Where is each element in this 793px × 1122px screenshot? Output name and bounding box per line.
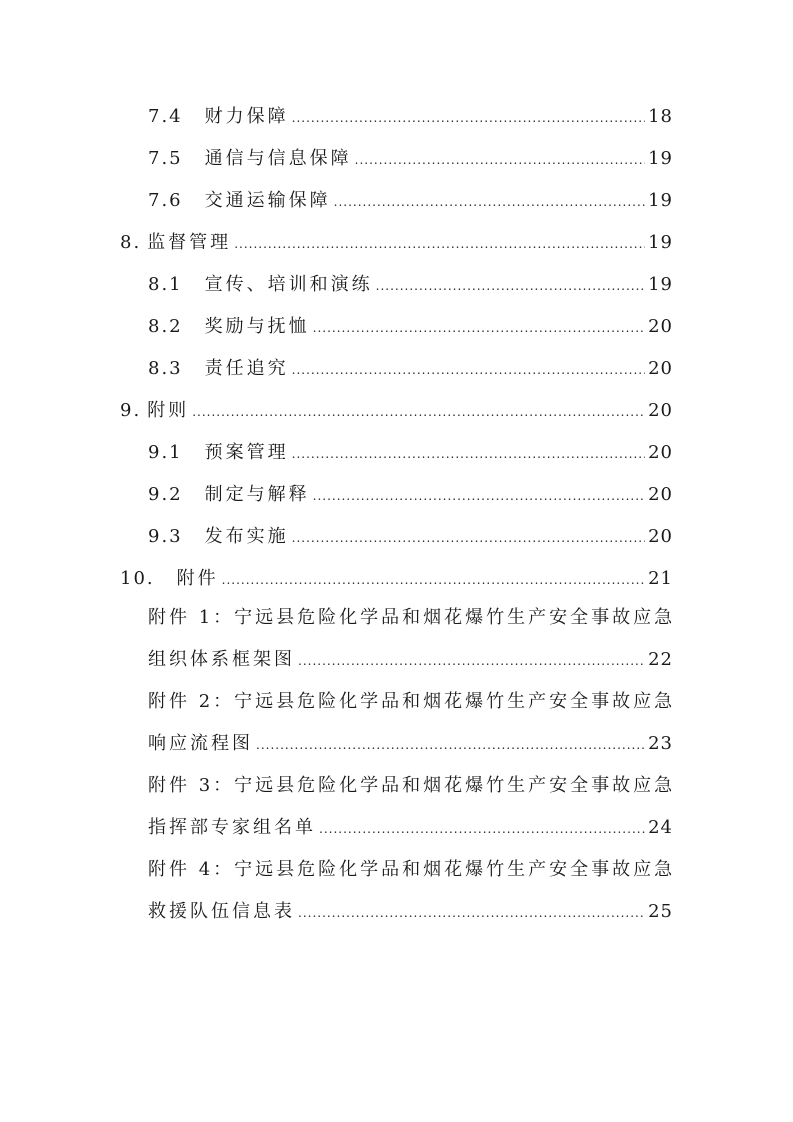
dot-leader (192, 397, 645, 427)
toc-entry-title: 奖励与抚恤 (204, 316, 310, 337)
attachment-entry-heading[interactable] (148, 603, 676, 633)
attachment-title: 附件 3：宁远县危险化学品和烟花爆竹生产安全事故应急 (148, 775, 676, 796)
dot-leader (334, 187, 645, 217)
toc-entry-page: 20 (648, 358, 673, 379)
attachment-entry[interactable] (148, 813, 673, 843)
toc-entry-title: 财力保障 (204, 106, 289, 127)
toc-entry-page: 19 (648, 232, 673, 253)
dot-leader (222, 565, 645, 595)
toc-entry-page: 20 (648, 442, 673, 463)
toc-entry[interactable] (148, 438, 673, 468)
toc-entry-title: 制定与解释 (204, 484, 310, 505)
toc-entry-page: 20 (648, 526, 673, 547)
toc-entry[interactable] (148, 354, 673, 384)
toc-entry-page: 23 (648, 733, 673, 754)
toc-entry-page: 25 (648, 901, 673, 922)
toc-entry-title: 交通运输保障 (204, 190, 331, 211)
toc-entry[interactable] (148, 312, 673, 342)
dot-leader (292, 439, 645, 469)
toc-entry[interactable] (148, 270, 673, 300)
dot-leader (292, 355, 645, 385)
toc-entry-title: 附则 (147, 400, 190, 421)
toc-entry-number: 7.5 (148, 148, 183, 169)
toc-entry-title: 预案管理 (204, 442, 289, 463)
toc-entry-page: 19 (648, 274, 673, 295)
toc-entry[interactable] (120, 228, 673, 258)
dot-leader (319, 814, 645, 844)
toc-entry-title: 监督管理 (147, 232, 232, 253)
toc-entry-number: 9.3 (148, 526, 183, 547)
toc-entry-page: 20 (648, 400, 673, 421)
dot-leader (292, 103, 645, 133)
toc-entry-page: 24 (648, 817, 673, 838)
toc-entry-title: 通信与信息保障 (204, 148, 352, 169)
dot-leader (292, 523, 645, 553)
toc-entry-number: 8. (120, 232, 142, 253)
attachment-entry-heading[interactable] (148, 687, 676, 717)
dot-leader (355, 145, 645, 175)
attachment-title-cont: 指挥部专家组名单 (148, 817, 316, 838)
toc-entry-number: 8.3 (148, 358, 183, 379)
toc-entry-title: 责任追究 (204, 358, 289, 379)
attachment-entry[interactable] (148, 897, 673, 927)
attachment-entry[interactable] (148, 729, 673, 759)
attachment-title: 附件 4：宁远县危险化学品和烟花爆竹生产安全事故应急 (148, 859, 676, 880)
toc-entry-number: 9.2 (148, 484, 183, 505)
toc-entry[interactable] (148, 102, 673, 132)
dot-leader (298, 898, 645, 928)
toc-entry[interactable] (148, 522, 673, 552)
toc-entry[interactable] (148, 186, 673, 216)
toc-entry[interactable] (148, 480, 673, 510)
toc-entry-page: 18 (648, 106, 673, 127)
toc-entry-number: 10. (120, 568, 155, 589)
toc-entry-title: 宣传、培训和演练 (204, 274, 373, 295)
dot-leader (298, 646, 645, 676)
toc-entry-number: 9.1 (148, 442, 183, 463)
dot-leader (256, 730, 645, 760)
toc-entry-page: 20 (648, 484, 673, 505)
toc-entry-number: 9. (120, 400, 142, 421)
toc-entry-title: 发布实施 (204, 526, 289, 547)
attachment-entry-heading[interactable] (148, 771, 676, 801)
toc-entry-number: 8.2 (148, 316, 183, 337)
dot-leader (313, 481, 645, 511)
toc-entry-page: 19 (648, 148, 673, 169)
toc-entry-page: 20 (648, 316, 673, 337)
toc-entry[interactable] (120, 396, 673, 426)
attachment-entry-heading[interactable] (148, 855, 676, 885)
dot-leader (313, 313, 645, 343)
toc-entry[interactable] (148, 144, 673, 174)
dot-leader (376, 271, 645, 301)
dot-leader (234, 229, 645, 259)
toc-entry-page: 21 (648, 568, 673, 589)
toc-entry-number: 8.1 (148, 274, 183, 295)
toc-entry-title: 附件 (176, 568, 219, 589)
toc-entry-page: 19 (648, 190, 673, 211)
toc-entry-page: 22 (648, 649, 673, 670)
attachment-title: 附件 1：宁远县危险化学品和烟花爆竹生产安全事故应急 (148, 607, 676, 628)
attachment-entry[interactable] (148, 645, 673, 675)
attachment-title-cont: 响应流程图 (148, 733, 253, 754)
toc-entry[interactable] (120, 564, 673, 594)
toc-entry-number: 7.6 (148, 190, 183, 211)
attachment-title-cont: 组织体系框架图 (148, 649, 295, 670)
attachment-title-cont: 救援队伍信息表 (148, 901, 295, 922)
toc-entry-number: 7.4 (148, 106, 183, 127)
attachment-title: 附件 2：宁远县危险化学品和烟花爆竹生产安全事故应急 (148, 691, 676, 712)
